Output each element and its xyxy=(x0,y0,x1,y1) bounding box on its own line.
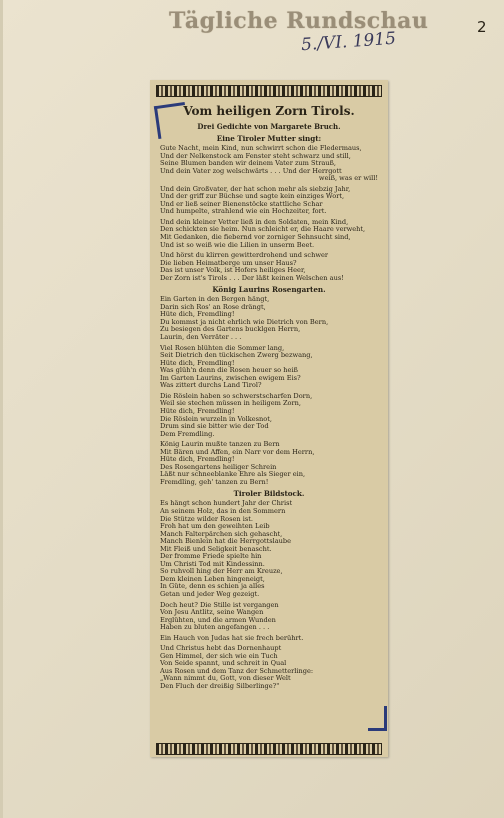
poem-line: Der Zorn ist's Tirols . . . Der läßt keinen Welschen aus! xyxy=(160,274,344,282)
poem-line: Und er ließ seiner Bienenstöcke stattliche Schar xyxy=(160,200,323,208)
poem-line: Die lieben Heimatberge um unser Haus? xyxy=(160,259,297,267)
poem-line: Es hängt schon hundert Jahr der Christ xyxy=(160,500,293,508)
poem-line: Doch heut? Die Stille ist vergangen xyxy=(160,601,279,609)
ornament-border-top xyxy=(156,85,382,97)
poem-line: Von Seide spannt, und schreit in Qual xyxy=(160,660,287,668)
poem-line: Hüte dich, Fremdling! xyxy=(160,311,235,319)
poem-line: Der fromme Friede spielte hin xyxy=(160,553,262,561)
poem-stanza xyxy=(160,500,378,598)
poem-stanza xyxy=(160,441,378,486)
poem-line: Und Christus hebt das Dornenhaupt xyxy=(160,645,282,653)
poem-line: Fremdling, geh' tanzen zu Bern! xyxy=(160,478,269,486)
poem-line: Darin sich Ros' an Rose drängt, xyxy=(160,303,266,311)
poem-line: „Wann nimmt du, Gott, von dieser Welt xyxy=(160,675,291,683)
poem-stanza xyxy=(160,345,378,390)
poem-line: Was zittert durchs Land Tirol? xyxy=(160,382,262,390)
poem-line: König Laurin mußte tanzen zu Bern xyxy=(160,441,280,449)
poem-line: Aus Rosen und dem Tanz der Schmetterlinge: xyxy=(160,667,314,675)
poem-line: Was glüh'n denn die Rosen heuer so heiß xyxy=(160,367,298,375)
poem-line: Dem Fremdling. xyxy=(160,430,215,438)
poems-container xyxy=(160,134,378,691)
poem-line: Dem kleinen Leben hingeneigt, xyxy=(160,575,265,583)
poem-stanza xyxy=(160,393,378,438)
article-body xyxy=(160,104,378,694)
poem-line: Den schickten sie heim. Nun schleicht er, die Haare verweht, xyxy=(160,226,366,234)
poem-title: Tiroler Bildstock. xyxy=(233,489,305,499)
blue-pencil-mark-end xyxy=(368,706,387,731)
poem-line: Mit Bären und Affen, ein Narr vor dem Herrn, xyxy=(160,448,315,456)
poem-line: Ein Garten in den Bergen hängt, xyxy=(160,296,270,304)
poem-stanza xyxy=(160,186,378,216)
page-number: 2 xyxy=(477,18,487,36)
poem-stanza xyxy=(160,296,378,341)
poem-line: Das ist unser Volk, ist Hofers heiliges Heer, xyxy=(160,267,306,275)
handwritten-date: 5./VI. 1915 xyxy=(300,28,397,56)
poem-line: Du kommst ja nicht ehrlich wie Dietrich von Bern, xyxy=(160,318,329,326)
poem-line: Um Christi Tod mit Kindessinn. xyxy=(160,560,265,568)
poem-line: Den Fluch der dreißig Silberlinge?" xyxy=(160,683,280,690)
poem-line: Die Röslein wurzeln in Volkesnot, xyxy=(160,415,272,423)
poem-line: Und dein Großvater, der hat schon mehr als siebzig Jahr, xyxy=(160,185,351,193)
poem-line: Die Röslein haben so schwerstscharfen Dorn, xyxy=(160,392,313,400)
poem-line: Hüte dich, Fremdling! xyxy=(160,407,235,415)
poem-line: weiß, was er will! xyxy=(318,175,378,183)
poem-stanza xyxy=(160,645,378,690)
poem-line: Und der griff zur Büchse und sagte kein einziges Wort, xyxy=(160,193,345,201)
poem-line: Manch Falterpärchen sich gehascht, xyxy=(160,530,283,538)
poem-line: In Güte, denn es schien ja alles xyxy=(160,583,265,591)
poem-line: Getan und jeder Weg gezeigt. xyxy=(160,590,260,598)
poem-line: Und hörst du klirren gewitterdrohend und schwer xyxy=(160,252,329,260)
poem-line: Laurin, den Verräter . . . xyxy=(160,334,242,342)
poem-line: Froh hat um den geweihten Leib xyxy=(160,523,270,531)
poem-line: Und humpelte, strahlend wie ein Hochzeiter, fort. xyxy=(160,208,327,216)
poem-line: Läßt nur schneeblanke Ehre als Sieger ein, xyxy=(160,471,306,479)
poem-line: Seine Blumen banden wir deinem Vater zum Strauß, xyxy=(160,160,337,168)
poem-line: Und ist so weiß wie die Lilien in unserm Beet. xyxy=(160,241,315,249)
poem-line: Ein Hauch von Judas hat sie frech berührt. xyxy=(160,634,304,642)
poem-stanza xyxy=(160,219,378,249)
poem-line: Erglühten, und die armen Wunden xyxy=(160,616,276,624)
poem-line: Manch Bienlein hat die Herrgottslaube xyxy=(160,538,292,546)
poem-line: Zu besiegen des Gartens bucklgen Herrn, xyxy=(160,326,301,334)
poem-line: Und der Nelkenstock am Fenster steht schwarz und still, xyxy=(160,152,351,160)
poem-stanza xyxy=(160,602,378,632)
poem-line: Hüte dich, Fremdling! xyxy=(160,359,235,367)
poem-line: Mit Gedanken, die fiebernd vor zorniger Sehnsucht sind, xyxy=(160,234,351,242)
newspaper-clipping xyxy=(150,80,388,757)
ornament-border-bottom xyxy=(156,743,382,755)
poem-line: So ruhvoll hing der Herr am Kreuze, xyxy=(160,568,283,576)
newspaper-name-stamp: Tägliche Rundschau xyxy=(169,8,429,34)
poem-line: Von Jesu Antlitz, seine Wangen xyxy=(160,609,264,617)
poem-line: Seit Dietrich den tückischen Zwerg bezwang, xyxy=(160,352,313,360)
poem-stanza xyxy=(160,252,378,282)
poem-line: An seinem Holz, das in den Sommern xyxy=(160,507,286,515)
poem-line: Die Stütze wilder Rosen ist. xyxy=(160,515,253,523)
poem-line: Und dein Vater zog welschwärts . . . Und der Herrgott xyxy=(160,167,342,175)
poem-stanza xyxy=(160,145,378,183)
article-title: Vom heiligen Zorn Tirols. xyxy=(183,104,355,118)
poem-line: Gen Himmel, der sich wie ein Tuch xyxy=(160,652,278,660)
poem-title: König Laurins Rosengarten. xyxy=(212,285,326,295)
poem-line: Weil sie stechen müssen in heiligem Zorn, xyxy=(160,400,302,408)
poem-line: Im Garten Laurins, zwischen ewigem Eis? xyxy=(160,374,301,382)
poem-title: Eine Tiroler Mutter singt: xyxy=(216,134,322,143)
poem-line: Viel Rosen blühten die Sommer lang, xyxy=(160,344,285,352)
poem-line: Hüte dich, Fremdling! xyxy=(160,456,235,464)
poem-line: Haben zu bluten angefangen . . . xyxy=(160,624,270,632)
poem-line: Gute Nacht, mein Kind, nun schwirrt schon die Fledermaus, xyxy=(160,145,362,152)
poem-line: Und dein kleiner Vetter ließ in den Soldaten, mein Kind, xyxy=(160,218,349,226)
article-subtitle: Drei Gedichte von Margarete Bruch. xyxy=(197,122,341,131)
poem-line: Mit Fleiß und Seligkeit benascht. xyxy=(160,545,272,553)
poem-line: Drum sind sie bitter wie der Tod xyxy=(160,423,269,431)
poem-stanza xyxy=(160,635,378,643)
poem-line: Des Rosengartens heiliger Schrein xyxy=(160,463,277,471)
